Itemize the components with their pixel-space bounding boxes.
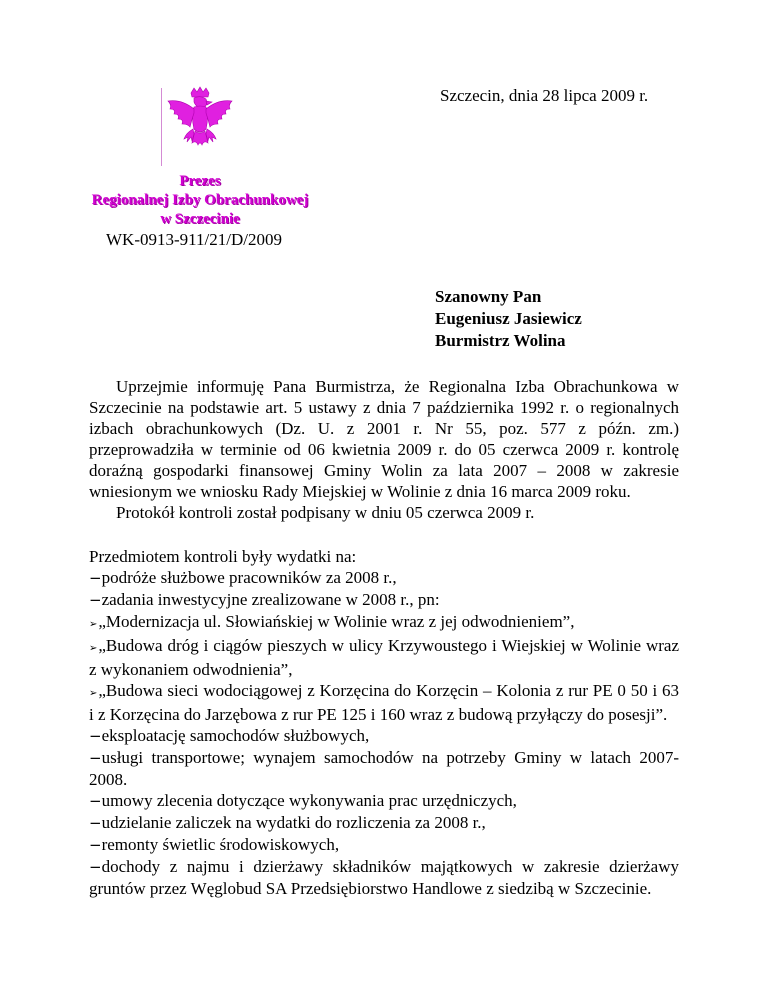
list-item: −eksploatację samochodów służbowych, [89, 726, 370, 745]
body-paragraph-1: Uprzejmie informuję Pana Burmistrza, że Regionalna Izba Obrachunkowa w Szczecinie na podstawie art. 5 ustawy z dnia 7 października 1992 r. o regionalnych izbach obrachunkowych (Dz. U. z 2001 r. Nr 55, poz. 577 z późn. zm.) przeprowadziła w terminie od 06 kwietnia 2009 r. do 05 czerwca 2009 r. kontrolę doraźną gospodarki finansowej Gminy Wolin za lata 2007 – 2008 w zakresie wniesionym we wniosku Rady Miejskiej w Wolinie z dnia 16 marca 2009 roku. [89, 377, 679, 501]
control-scope [89, 546, 679, 899]
list-item: −usługi transportowe; wynajem samochodów na potrzeby Gminy w latach 2007-2008. [89, 748, 679, 789]
scope-list [89, 567, 679, 899]
arrow-bullet-icon: ➢ [89, 643, 98, 654]
dash-bullet-icon: − [89, 569, 102, 587]
list-item: −remonty świetlic środowiskowych, [89, 835, 340, 854]
letter-date: Szczecin, dnia 28 lipca 2009 r. [440, 86, 649, 105]
arrow-bullet-icon: ➢ [89, 688, 98, 699]
sub-list-item: ➢„Budowa dróg i ciągów pieszych w ulicy Krzywoustego i Wiejskiej w Wolinie wraz z wykonaniem odwodnienia”, [89, 636, 679, 679]
list-item: −zadania inwestycyjne zrealizowane w 2008 r., pn: [89, 590, 440, 609]
dash-bullet-icon: − [89, 858, 102, 876]
sender-institution: Regionalnej Izby Obrachunkowej [91, 192, 309, 208]
sub-list-item: ➢„Budowa sieci wodociągowej z Korzęcina do Korzęcin – Kolonia z rur PE 0 50 i 63 i z Korzęcina do Jarzębowa z rur PE 125 i 160 wraz z budową przyłączy do posesji”. [89, 681, 679, 724]
addressee-name: Eugeniusz Jasiewicz [435, 309, 582, 328]
dash-bullet-icon: − [89, 727, 102, 745]
list-item: −podróże służbowe pracowników za 2008 r., [89, 568, 397, 587]
dash-bullet-icon: − [89, 792, 102, 810]
addressee-block [435, 286, 582, 352]
sender-title: Prezes [179, 173, 221, 189]
dash-bullet-icon: − [89, 749, 102, 767]
addressee-position: Burmistrz Wolina [435, 331, 566, 350]
body-paragraph-2: Protokół kontroli został podpisany w dniu 05 czerwca 2009 r. [116, 503, 535, 522]
sender-organization [80, 172, 320, 229]
case-reference: WK-0913-911/21/D/2009 [106, 230, 282, 249]
list-item: −umowy zlecenia dotyczące wykonywania prac urzędniczych, [89, 791, 517, 810]
scope-intro: Przedmiotem kontroli były wydatki na: [89, 547, 357, 566]
polish-eagle-emblem-icon [160, 85, 240, 165]
arrow-bullet-icon: ➢ [89, 619, 98, 630]
list-item: −udzielanie zaliczek na wydatki do rozliczenia za 2008 r., [89, 813, 486, 832]
sub-list-item: ➢„Modernizacja ul. Słowiańskiej w Wolinie wraz z jej odwodnieniem”, [89, 612, 575, 631]
list-item: −dochody z najmu i dzierżawy składników majątkowych w zakresie dzierżawy gruntów przez Węglobud SA Przedsiębiorstwo Handlowe z siedzibą w Szczecinie. [89, 857, 679, 898]
salutation: Szanowny Pan [435, 287, 542, 306]
dash-bullet-icon: − [89, 814, 102, 832]
letter-body [89, 376, 679, 523]
sender-city: w Szczecinie [160, 211, 240, 227]
dash-bullet-icon: − [89, 591, 102, 609]
dash-bullet-icon: − [89, 836, 102, 854]
